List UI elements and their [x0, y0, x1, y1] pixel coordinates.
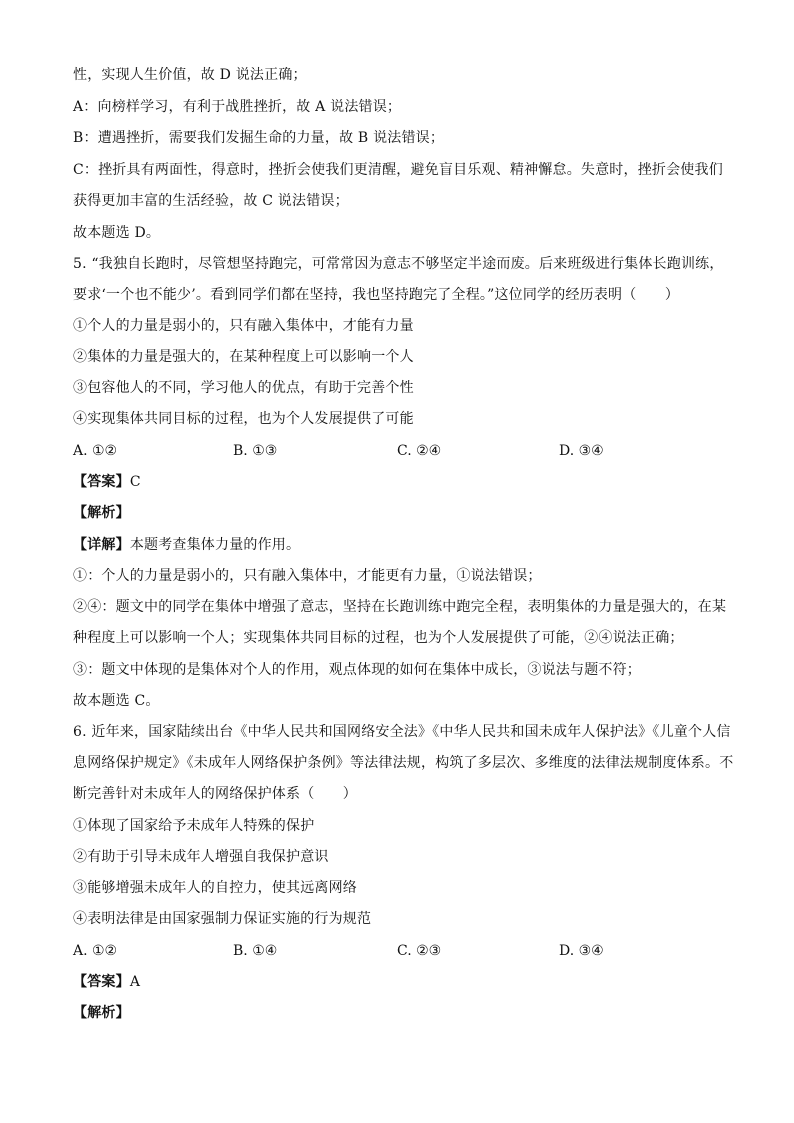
text-line: C：挫折具有两面性，得意时，挫折会使我们更清醒，避免盲目乐观、精神懈怠。失意时，挫折会使我们 — [73, 162, 723, 178]
option-b: B. ①④ — [233, 943, 278, 959]
answer-tag: 【答案】 — [73, 474, 130, 490]
analysis-heading — [73, 503, 733, 523]
option-c: C. ②③ — [397, 943, 442, 959]
question-5-statement-4: ④实现集体共同目标的过程，也为个人发展提供了可能 — [73, 411, 414, 427]
text-line: 获得更加丰富的生活经验，故 C 说法错误； — [73, 193, 349, 209]
analysis-heading — [73, 1003, 733, 1023]
explanation-line: ③：题文中体现的是集体对个人的作用，观点体现的如何在集体中成长，③说法与题不符； — [73, 662, 641, 678]
text-line: 性，实现人生价值，故 D 说法正确； — [73, 67, 307, 83]
detail-tag: 【详解】 — [73, 537, 130, 553]
text-line: A：向榜样学习，有利于战胜挫折，故 A 说法错误； — [73, 99, 402, 115]
analysis-tag: 【解析】 — [73, 1005, 130, 1021]
answer-value: A — [129, 974, 141, 990]
question-6-statement-3: ③能够增强未成年人的自控力，使其远离网络 — [73, 880, 357, 896]
detail-line — [73, 535, 733, 555]
option-a: A. ①② — [73, 443, 118, 459]
question-5-statement-3: ③包容他人的不同，学习他人的优点，有助于完善个性 — [73, 380, 414, 396]
option-a: A. ①② — [73, 943, 118, 959]
analysis-tag: 【解析】 — [73, 505, 130, 521]
text-line: 故本题选 D。 — [73, 225, 161, 241]
question-5-stem-line-2: 要求‘一个也不能少’。看到同学们都在坚持，我也坚持跑完了全程。”这位同学的经历表明（ ） — [73, 287, 680, 303]
question-5-options — [73, 441, 733, 461]
question-5-stem-line-1: 5. “我独自长跑时，尽管想坚持跑完，可常常因为意志不够坚定半途而废。后来班级进行集体长跑训练， — [73, 256, 724, 272]
option-d: D. ③④ — [559, 443, 604, 459]
question-6-stem-line-1: 6. 近年来，国家陆续出台《中华人民共和国网络安全法》《中华人民共和国未成年人保护法》《儿童个人信 — [73, 724, 731, 740]
detail-text: 本题考查集体力量的作用。 — [129, 537, 301, 553]
option-d: D. ③④ — [559, 943, 604, 959]
answer-line — [73, 472, 733, 492]
answer-value: C — [129, 474, 141, 490]
question-6-stem-line-3: 断完善针对未成年人的网络保护体系（ ） — [73, 786, 357, 802]
question-6-statement-2: ②有助于引导未成年人增强自我保护意识 — [73, 849, 329, 865]
question-6-statement-4: ④表明法律是由国家强制力保证实施的行为规范 — [73, 911, 372, 927]
option-c: C. ②④ — [397, 443, 442, 459]
question-5-statement-2: ②集体的力量是强大的，在某种程度上可以影响一个人 — [73, 349, 414, 365]
explanation-line: ②④：题文中的同学在集体中增强了意志，坚持在长跑训练中跑完全程，表明集体的力量是强大的，在某 — [73, 599, 727, 615]
answer-tag: 【答案】 — [73, 974, 130, 990]
explanation-line: ①：个人的力量是弱小的，只有融入集体中，才能更有力量，①说法错误； — [73, 568, 542, 584]
option-b: B. ①③ — [233, 443, 278, 459]
conclusion-line: 故本题选 C。 — [73, 693, 160, 709]
question-6-options — [73, 941, 733, 961]
question-5-statement-1: ①个人的力量是弱小的，只有融入集体中，才能有力量 — [73, 318, 414, 334]
answer-line — [73, 972, 733, 992]
text-line: B：遭遇挫折，需要我们发掘生命的力量，故 B 说法错误； — [73, 130, 445, 146]
explanation-line: 种程度上可以影响一个人；实现集体共同目标的过程，也为个人发展提供了可能，②④说法正确； — [73, 630, 684, 646]
question-6-statement-1: ①体现了国家给予未成年人特殊的保护 — [73, 818, 315, 834]
question-6-stem-line-2: 息网络保护规定》《未成年人网络保护条例》等法律法规，构筑了多层次、多维度的法律法规制度体系。不 — [73, 755, 734, 771]
